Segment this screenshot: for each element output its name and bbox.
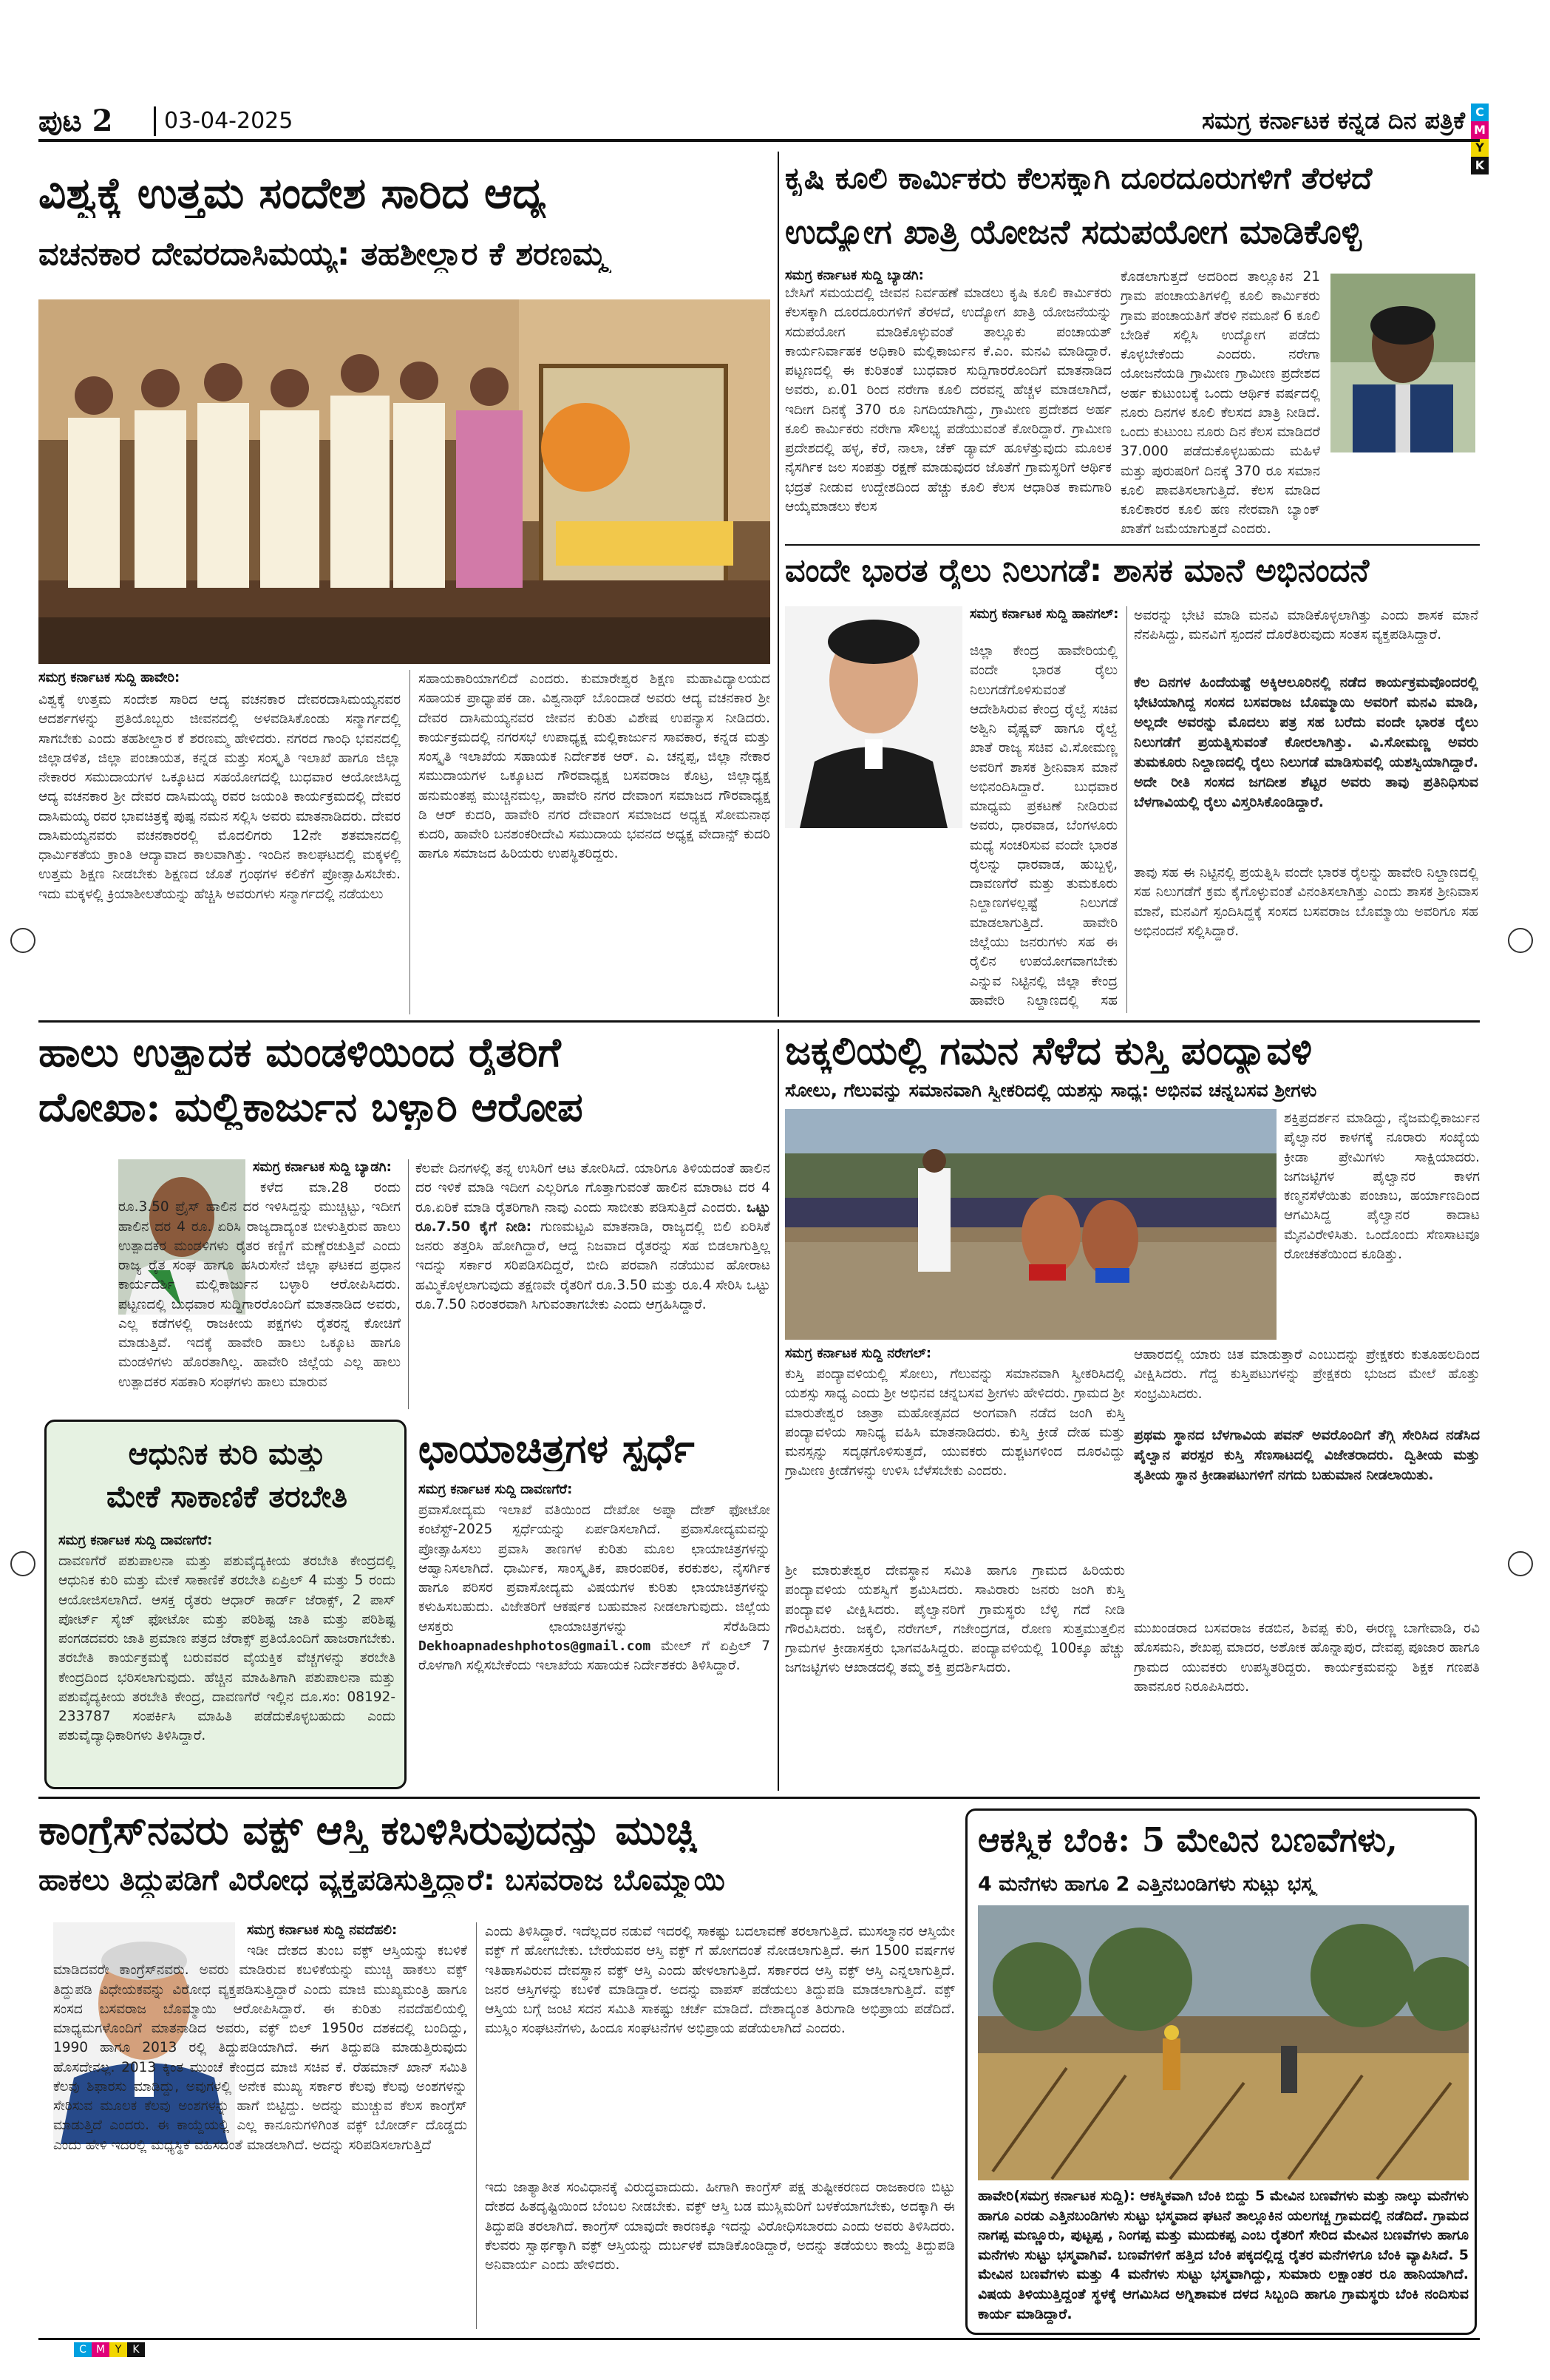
story4-body-a: ಕಳೆದ ಮಾ.28 ರಂದು ರೂ.3.50 ಪ್ರೈಸ್ ಹಾಲಿನ ದರ ಇಳಿಸಿದ್ದನ್ನು ಮುಚ್ಚಿಟ್ಟು, ಇದೀಗ ಹಾಲಿನ ದರ 4 ರೂ. ಏರಿಸಿ ರಾಜ್ಯದಾದ್ಯಂತ ಬೀಳುತ್ತಿರುವ ಹಾಲು ಉತ್ಪಾದಕರ ಮಂಡಳಿಗಳು ರೈತರ ಕಣ್ಣಿಗೆ ಮಣ್ಣೆರಚುತ್ತಿವೆ ಎಂದು ರಾಜ್ಯ ರೈತ ಸಂಘ ಹಾಗೂ ಹಸಿರುಸೇನೆ ಜಿಲ್ಲಾ ಘಟಕದ ಪ್ರಧಾನ ಕಾರ್ಯದರ್ಶಿ ಮಲ್ಲಿಕಾರ್ಜುನ ಬಳ್ಳಾರಿ ಆರೋಪಿಸಿದರು. ಪಟ್ಟಣದಲ್ಲಿ ಬುಧವಾರ ಸುದ್ದಿಗಾರರೊಂದಿಗೆ ಮಾತನಾಡಿದ ಅವರು, ಎಲ್ಲ ಕಡೆಗಳಲ್ಲಿ ರಾಜಕೀಯ ಪಕ್ಷಗಳು ರೈತರನ್ನ ಕೋಚಿಗೆ ಮಾಡುತ್ತಿವೆ. ಇದಕ್ಕೆ ಹಾವೇರಿ ಹಾಲು ಒಕ್ಕೂಟ ಹಾಗೂ ಮಂಡಳಿಗಳು ಹೊರತಾಗಿಲ್ಲ. ಹಾವೇರಿ ಜಿಲ್ಲೆಯ ಎಲ್ಲ ಹಾಲು ಉತ್ಪಾದಕರ ಸಹಕಾರಿ ಸಂಘಗಳು ಹಾಲು ಮಾರುವ — [118, 1180, 401, 1390]
story2-dateline: ಸಮಗ್ರ ಕರ್ನಾಟಕ ಸುದ್ದಿ ಬ್ಯಾಡಗಿ: — [785, 268, 924, 283]
story9-box — [965, 1808, 1477, 2335]
story2-photo — [1330, 274, 1475, 452]
story5-body-b: ಆಹಾರದಲ್ಲಿ ಯಾರು ಚಿತ ಮಾಡುತ್ತಾರೆ ಎಂಬುದನ್ನು ಪ್ರೇಕ್ಷಕರು ಕುತೂಹಲದಿಂದ ವೀಕ್ಷಿಸಿದರು. ಗೆದ್ದ ಕುಸ್ತಿಪಟುಗಳನ್ನು ಪ್ರೇಕ್ಷಕರು ಭುಜದ ಮೇಲೆ ಹೊತ್ತು ಸಂಭ್ರಮಿಸಿದರು. — [1134, 1347, 1480, 1402]
story5-photo-art — [785, 1109, 1277, 1340]
story4-column-rule — [408, 1159, 409, 1409]
story4-headline-2: ದೋಖಾ: ಮಲ್ಲಿಕಾರ್ಜುನ ಬಳ್ಳಾರಿ ಆರೋಪ — [38, 1084, 583, 1130]
story4-body-b — [415, 1159, 770, 1409]
story8-body-c: ಇದು ಜಾತ್ಯಾತೀತ ಸಂವಿಧಾನಕ್ಕೆ ವಿರುದ್ಧವಾದುದು. ಹೀಗಾಗಿ ಕಾಂಗ್ರೆಸ್ ಪಕ್ಷ ತುಷ್ಟೀಕರಣದ ರಾಜಕಾರಣ ಬಿಟ್ಟು ದೇಶದ ಹಿತದೃಷ್ಟಿಯಿಂದ ಬೆಂಬಲ ನೀಡಬೇಕು. ವಕ್ಫ್ ಆಸ್ತಿ ಬಡ ಮುಸ್ಲಿಮರಿಗೆ ಬಳಕೆಯಾಗಬೇಕು, ಅದಕ್ಕಾಗಿ ಈ ತಿದ್ದುಪಡಿ ತರಲಾಗಿದೆ. ಕಾಂಗ್ರೆಸ್ ಯಾವುದೇ ಕಾರಣಕ್ಕೂ ಇದನ್ನು ವಿರೋಧಿಸಬಾರದು ಎಂದು ಅವರು ತಿಳಿಸಿದರು. ಕೆಲವರು ಸ್ವಾರ್ಥಕ್ಕಾಗಿ ವಕ್ಫ್ ಆಸ್ತಿಯನ್ನು ದುರ್ಬಳಕೆ ಮಾಡಿಕೊಂಡಿದ್ದಾರೆ, ಅದನ್ನು ತಡೆಯಲು ಕಾಯ್ದೆ ತಿದ್ದುಪಡಿ ಅನಿವಾರ್ಯ ಎಂದು ಹೇಳಿದರು. — [485, 2180, 955, 2274]
story3-dateline: ಸಮಗ್ರ ಕರ್ನಾಟಕ ಸುದ್ದಿ ಹಾನಗಲ್: — [970, 606, 1119, 622]
masthead — [38, 104, 1480, 142]
story3-body-a: ಜಿಲ್ಲಾ ಕೇಂದ್ರ ಹಾವೇರಿಯಲ್ಲಿ ವಂದೇ ಭಾರತ ರೈಲು ನಿಲುಗಡೆಗೊಳಿಸುವಂತೆ ಆದೇಶಿಸಿರುವ ಕೇಂದ್ರ ರೈಲ್ವೆ ಸಚಿವ ಅಶ್ವಿನಿ ವೈಷ್ಣವ್ ಹಾಗೂ ರೈಲ್ವೆ ಖಾತೆ ರಾಜ್ಯ ಸಚಿವ ವಿ.ಸೋಮಣ್ಣ ಅವರಿಗೆ ಶಾಸಕ ಶ್ರೀನಿವಾಸ ಮಾನೆ ಅಭಿನಂದಿಸಿದ್ದಾರೆ. ಬುಧವಾರ ಮಾಧ್ಯಮ ಪ್ರಕಟಣೆ ನೀಡಿರುವ ಅವರು, ಧಾರವಾಡ, ಬೆಂಗಳೂರು ಮಧ್ಯೆ ಸಂಚರಿಸುವ ವಂದೇ ಭಾರತ ರೈಲನ್ನು ಧಾರವಾಡ, ಹುಬ್ಬಳ್ಳಿ, ದಾವಣಗೆರೆ ಮತ್ತು ತುಮಕೂರು ನಿಲ್ದಾಣಗಳಲ್ಲಷ್ಟೆ ನಿಲುಗಡೆ ಮಾಡಲಾಗುತ್ತಿದೆ. ಹಾವೇರಿ ಜಿಲ್ಲೆಯು ಜನರುಗಳು ಸಹ ಈ ರೈಲಿನ ಉಪಯೋಗವಾಗಬೇಕು ಎನ್ನುವ ನಿಟ್ಟಿನಲ್ಲಿ ಜಿಲ್ಲಾ ಕೇಂದ್ರ ಹಾವೇರಿ ನಿಲ್ದಾಣದಲ್ಲಿ ಸಹ — [970, 643, 1118, 1008]
registration-mark-left-top — [10, 928, 35, 953]
story6-dateline: ಸಮಗ್ರ ಕರ್ನಾಟಕ ಸುದ್ದಿ ದಾವಣಗೆರೆ: — [58, 1533, 213, 1548]
story9-headline-2: 4 ಮನೆಗಳು ಹಾಗೂ 2 ಎತ್ತಿನಬಂಡಿಗಳು ಸುಟ್ಟು ಭಸ್ಮ — [978, 1873, 1315, 1896]
story1-photo — [38, 299, 770, 664]
cmyk-m: M — [1471, 121, 1489, 139]
cmyk-y-bottom: Y — [109, 2342, 127, 2357]
row1-bottom-rule — [38, 1020, 1480, 1023]
paper-name: ಸಮಗ್ರ ಕರ್ನಾಟಕ ಕನ್ನಡ ದಿನ ಪತ್ರಿಕೆ — [1202, 106, 1465, 135]
cmyk-strip-bottom — [74, 2342, 145, 2357]
story3-body-b: ಅವರನ್ನು ಭೇಟಿ ಮಾಡಿ ಮನವಿ ಮಾಡಿಕೊಳ್ಳಲಾಗಿತ್ತು ಎಂದು ಶಾಸಕ ಮಾನೆ ನೆನಪಿಸಿದ್ದು, ಮನವಿಗೆ ಸ್ಪಂದನೆ ದೊರೆತಿರುವುದು ಸಂತಸ ವ್ಯಕ್ತಪಡಿಸಿದ್ದಾರೆ. — [1134, 608, 1478, 643]
story7-headline: ಛಾಯಾಚಿತ್ರಗಳ ಸ್ಪರ್ಧೆ — [418, 1425, 695, 1472]
story7-dateline: ಸಮಗ್ರ ಕರ್ನಾಟಕ ಸುದ್ದಿ ದಾವಣಗೆರೆ: — [418, 1482, 573, 1497]
row2-bottom-rule — [38, 1797, 1480, 1799]
story9-photo-art — [978, 1905, 1469, 2180]
story5-body-d: ಮುಖಂಡರಾದ ಬಸವರಾಜ ಕಡಬಿನ, ಶಿವಪ್ಪ ಕುರಿ, ಈರಣ್ಣ ಬಾಗೇವಾಡಿ, ರವಿ ಹೊಸಮನಿ, ಶೇಖಪ್ಪ ಮಾದರ, ಅಶೋಕ ಹೊನ್ನಾಪುರ, ದೇವಪ್ಪ ಪೂಜಾರ ಹಾಗೂ ಗ್ರಾಮದ ಯುವಕರು ಉಪಸ್ಥಿತರಿದ್ದರು. ಕಾರ್ಯಕ್ರಮವನ್ನು ಶಿಕ್ಷಕ ಗಣಪತಿ ಹಾವನೂರ ನಿರೂಪಿಸಿದರು. — [1134, 1621, 1480, 1695]
story5-dateline: ಸಮಗ್ರ ಕರ್ನಾಟಕ ಸುದ್ದಿ ನರೇಗಲ್: — [785, 1346, 932, 1361]
story8-dateline: ಸಮಗ್ರ ಕರ್ನಾಟಕ ಸುದ್ದಿ ನವದೆಹಲಿ: — [247, 1922, 398, 1938]
story7-body — [418, 1501, 770, 1791]
story2-bottom-rule — [785, 544, 1480, 546]
story7-body-text: ಪ್ರವಾಸೋದ್ಯಮ ಇಲಾಖೆ ವತಿಯಿಂದ ದೇಖೋ ಅಪ್ನಾ ದೇಶ್ ಫೋಟೋ ಕಂಟೆಸ್ಟ್-2025 ಸ್ಪರ್ಧೆಯನ್ನು ಏರ್ಪಡಿಸಲಾಗಿದೆ. ಪ್ರವಾಸೋದ್ಯಮವನ್ನು ಪ್ರೋತ್ಸಾಹಿಸಲು ಪ್ರವಾಸಿ ತಾಣಗಳ ಕುರಿತು ಮೂಲ ಛಾಯಾಚಿತ್ರಗಳನ್ನು ಆಹ್ವಾನಿಸಲಾಗಿದೆ. ಧಾರ್ಮಿಕ, ಸಾಂಸ್ಕೃತಿಕ, ಪಾರಂಪರಿಕ, ಕರಕುಶಲ, ನೈಸರ್ಗಿಕ ಹಾಗೂ ಪರಿಸರ ಪ್ರವಾಸೋದ್ಯಮ ವಿಷಯಗಳ ಕುರಿತು ಛಾಯಾಚಿತ್ರಗಳನ್ನು ಕಳುಹಿಸಬಹುದು. ವಿಜೇತರಿಗೆ ಆಕರ್ಷಕ ಬಹುಮಾನ ನೀಡಲಾಗುವುದು. ಜಿಲ್ಲೆಯ ಆಸಕ್ತರು ಛಾಯಾಚಿತ್ರಗಳನ್ನು ಸೆರೆಹಿಡಿದು — [418, 1502, 770, 1635]
story1-body-right: ಸಹಾಯಕಾರಿಯಾಗಲಿದೆ ಎಂದರು. ಕುಮಾರೇಶ್ವರ ಶಿಕ್ಷಣ ಮಹಾವಿದ್ಯಾಲಯದ ಸಹಾಯಕ ಪ್ರಾಧ್ಯಾಪಕ ಡಾ. ವಿಶ್ವನಾಥ್ ಬೊಂದಾಡೆ ಅವರು ಆದ್ಯ ವಚನಕಾರ ಶ್ರೀ ದೇವರ ದಾಸಿಮಯ್ಯನವರ ಜೀವನ ಕುರಿತು ವಿಶೇಷ ಉಪನ್ಯಾಸ ನೀಡಿದರು. ಕಾರ್ಯಕ್ರಮದಲ್ಲಿ ನಗರಸಭೆ ಉಪಾಧ್ಯಕ್ಷ ಮಲ್ಲಿಕಾರ್ಜುನ ಸಾವಕಾರ, ಕನ್ನಡ ಮತ್ತು ಸಂಸ್ಕೃತಿ ಇಲಾಖೆಯ ಸಹಾಯಕ ನಿರ್ದೇಶಕ ಆರ್. ಎ. ಚನ್ನಪ್ಪ, ಜಿಲ್ಲಾ ನೇಕಾರ ಸಮುದಾಯಗಳ ಒಕ್ಕೂಟದ ಗೌರವಾಧ್ಯಕ್ಷ ಬಸವರಾಜ ಕೊಟ್ರ, ಜಿಲ್ಲಾಧ್ಯಕ್ಷ ಹನುಮಂತಪ್ಪ ಮುಚ್ಚಿನಮಲ್ಲ, ಹಾವೇರಿ ನಗರ ದೇವಾಂಗ ಸಮಾಜದ ಗೌರವಾಧ್ಯಕ್ಷ ಡಿ ಆರ್ ಕುದರಿ, ಹಾವೇರಿ ನಗರ ದೇವಾಂಗ ಸಮಾಜದ ಅಧ್ಯಕ್ಷ ಸೋಮನಾಥ ಕುದರಿ, ಹಾವೇರಿ ಬನಶಂಕರೀದೇವಿ ಸಮುದಾಯ ಭವನದ ಅಧ್ಯಕ್ಷ ವೇದಾನ್ಸ್ ಕುದರಿ ಹಾಗೂ ಸಮಾಜದ ಹಿರಿಯರು ಉಪಸ್ಥಿತರಿದ್ದರು. — [418, 671, 770, 862]
cmyk-y: Y — [1471, 139, 1489, 157]
story8-body-a: ಇಡೀ ದೇಶದ ತುಂಬ ವಕ್ಫ್ ಆಸ್ತಿಯನ್ನು ಕಬಳಿಕೆ ಮಾಡಿದವರೇ ಕಾಂಗ್ರೆಸ್‌ನವರು. ಅವರು ಮಾಡಿರುವ ಕಬಳಿಕೆಯನ್ನು ಮುಚ್ಚಿ ಹಾಕಲು ವಕ್ಫ್ ತಿದ್ದುಪಡಿ ವಿಧೇಯಕವನ್ನು ವಿರೋಧ ವ್ಯಕ್ತಪಡಿಸುತ್ತಿದ್ದಾರೆ ಎಂದು ಮಾಜಿ ಮುಖ್ಯಮಂತ್ರಿ ಹಾಗೂ ಸಂಸದ ಬಸವರಾಜ ಬೊಮ್ಮಾಯಿ ಆರೋಪಿಸಿದ್ದಾರೆ. ಈ ಕುರಿತು ನವದೆಹಲಿಯಲ್ಲಿ ಮಾಧ್ಯಮಗಳೊಂದಿಗೆ ಮಾತನಾಡಿದ ಅವರು, ವಕ್ಫ್ ಬಿಲ್ 1950ರ ದಶಕದಲ್ಲಿ ಬಂದಿದ್ದು, 1990 ಹಾಗೂ 2013 ರಲ್ಲಿ ತಿದ್ದುಪಡಿಯಾಗಿದೆ. ಈಗ ತಿದ್ದುಪಡಿ ಮಾಡುತ್ತಿರುವುದು ಹೊಸದೇನಲ್ಲ. 2013 ಕ್ಕಿಂತ ಮುಂಚೆ ಕೇಂದ್ರದ ಮಾಜಿ ಸಚಿವ ಕೆ. ರೆಹಮಾನ್ ಖಾನ್ ಸಮಿತಿ ಕೆಲವು ಶಿಫಾರಸು ಮಾಡಿದ್ದು, ಅವುಗಳಲ್ಲಿ ಅನೇಕ ಮುಖ್ಯ ಸರ್ಕಾರ ಕೆಲವು ಕೆಲವು ಅಂಶಗಳನ್ನು ಸೇರಿಸುವ ಮೂಲಕ ಕೆಲವು ಅಂಶಗಳನ್ನು ಹಾಗೆ ಬಿಟ್ಟಿದ್ದು. ಅದನ್ನು ಮುಚ್ಚುವ ಕೆಲಸ ಕಾಂಗ್ರೆಸ್ ಮಾಡುತ್ತಿದೆ ಎಂದರು. ಈ ಕಾಯ್ದೆಯಲ್ಲಿ ಎಲ್ಲ ಕಾನೂನುಗಳಿಗಿಂತ ವಕ್ಫ್ ಬೋರ್ಡ್ ದೊಡ್ಡದು ಎಂದು ಹೇಳಿ ಇದರಲ್ಲಿ ಮಧ್ಯಸ್ಥಿಕೆ ವಹಿಸದಂತೆ ಮಾಡಲಾಗಿದೆ. ಅದನ್ನು ಸರಿಪಡಿಸಲಾಗುತ್ತಿದೆ — [53, 1943, 467, 2153]
cmyk-m-bottom: M — [92, 2342, 109, 2357]
cmyk-k-bottom: K — [127, 2342, 145, 2357]
story8-column-rule — [476, 1922, 477, 2329]
registration-mark-right-top — [1508, 928, 1533, 953]
story7-email: Dekhoapnadeshphotos@gmail.com — [418, 1638, 651, 1654]
story1-body-left: ವಿಶ್ವಕ್ಕೆ ಉತ್ತಮ ಸಂದೇಶ ಸಾರಿದ ಆದ್ಯ ವಚನಕಾರ ದೇವರದಾಸಿಮಯ್ಯನವರ ಆದರ್ಶಗಳನ್ನು ಪ್ರತಿಯೊಬ್ಬರು ಜೀವನದಲ್ಲಿ ಅಳವಡಿಸಿಕೊಂಡು ಸನ್ಮಾರ್ಗದಲ್ಲಿ ಸಾಗಬೇಕು ಎಂದು ತಹಶೀಲ್ದಾರ ಕೆ ಶರಣಮ್ಮ ಹೇಳಿದರು. ನಗರದ ಗಾಂಧಿ ಭವನದಲ್ಲಿ ಜಿಲ್ಲಾಡಳಿತ, ಜಿಲ್ಲಾ ಪಂಚಾಯತ, ಕನ್ನಡ ಮತ್ತು ಸಂಸ್ಕೃತಿ ಇಲಾಖೆ ಹಾಗೂ ಜಿಲ್ಲಾ ನೇಕಾರರ ಸಮುದಾಯಗಳ ಒಕ್ಕೂಟದ ಸಹಯೋಗದಲ್ಲಿ ಬುಧವಾರ ಆಯೋಜಿಸಿದ್ದ ಆದ್ಯ ವಚನಕಾರ ಶ್ರೀ ದೇವರ ದಾಸಿಮಯ್ಯ ರವರ ಜಯಂತಿ ಕಾರ್ಯಕ್ರಮದಲ್ಲಿ ದೇವರ ದಾಸಿಮಯ್ಯ ರವರ ಭಾವಚಿತ್ರಕ್ಕೆ ಪುಷ್ಪ ನಮನ ಸಲ್ಲಿಸಿ ಅವರು ಮಾತನಾಡಿದರು. ದೇವರ ದಾಸಿಮಯ್ಯನವರು ವಚನಕಾರರಲ್ಲಿ ಮೊದಲಿಗರು 12ನೇ ಶತಮಾನದಲ್ಲಿ ಧಾರ್ಮಿಕತೆಯ ಕ್ರಾಂತಿ ಆದ್ಯಾವಾದ ಕಾಲವಾಗಿತ್ತು. ಇಂದಿನ ಕಾಲಘಟದಲ್ಲಿ ಮಕ್ಕಳಲ್ಲಿ ಉತ್ತಮ ಶಿಕ್ಷಣ ನೀಡಬೇಕು ಶಿಕ್ಷಣದ ಜೊತೆ ಗ್ರಂಥಗಳ ಕಲಿಕೆಗೆ ಪ್ರೋತ್ಸಾಹಿಸಬೇಕು. ಇದು ಮಕ್ಕಳಲ್ಲಿ ಕ್ರಿಯಾಶೀಲತೆಯನ್ನು ಹೆಚ್ಚಿಸಿ ಅವರುಗಳು ಸನ್ಮಾರ್ಗದಲ್ಲಿ ನಡೆಯಲು — [38, 692, 401, 902]
story2-photo-art — [1330, 274, 1475, 452]
story3-body-c: ತಾವು ಸಹ ಈ ನಿಟ್ಟಿನಲ್ಲಿ ಪ್ರಯತ್ನಿಸಿ ವಂದೇ ಭಾರತ ರೈಲನ್ನು ಹಾವೇರಿ ನಿಲ್ದಾಣದಲ್ಲಿ ಸಹ ನಿಲುಗಡೆಗೆ ಕ್ರಮ ಕೈಗೊಳ್ಳುವಂತೆ ವಿನಂತಿಸಲಾಗಿತ್ತು ಎಂದು ಶಾಸಕ ಶ್ರೀನಿವಾಸ ಮಾನೆ, ಮನವಿಗೆ ಸ್ಪಂದಿಸಿದ್ದಕ್ಕೆ ಸಂಸದ ಬಸವರಾಜ ಬೊಮ್ಮಾಯಿ ಅವರಿಗೂ ಸಹ ಅಭಿನಂದನೆ ಸಲ್ಲಿಸಿದ್ದಾರೆ. — [1134, 865, 1478, 939]
row2-column-rule — [778, 1029, 779, 1791]
story9-caption: ಹಾವೇರಿ(ಸಮಗ್ರ ಕರ್ನಾಟಕ ಸುದ್ದಿ): ಆಕಸ್ಮಿಕವಾಗಿ ಬೆಂಕಿ ಬಿದ್ದು 5 ಮೇವಿನ ಬಣವೆಗಳು ಮತ್ತು ನಾಲ್ಕು ಮನೆಗಳು ಹಾಗೂ ಎರಡು ಎತ್ತಿನಬಂಡಿಗಳು ಸುಟ್ಟು ಭಸ್ಮವಾದ ಘಟನೆ ತಾಲ್ಲೂಕಿನ ಯಲಗಚ್ಚ ಗ್ರಾಮದಲ್ಲಿ ನಡೆದಿದೆ. ಗ್ರಾಮದ ನಾಗಪ್ಪ ಮಣ್ಣೂರು, ಪುಟ್ಟಪ್ಪ , ನಿಂಗಪ್ಪ ಮತ್ತು ಮುದುಕಪ್ಪ ಎಂಬ ರೈತರಿಗೆ ಸೇರಿದ ಮೇವಿನ ಬಣವೆಗಳು ಹಾಗೂ ಮನೆಗಳು ಸುಟ್ಟು ಭಸ್ಮವಾಗಿವೆ. ಬಣವೆಗಳಿಗೆ ಹತ್ತಿದ ಬೆಂಕಿ ಪಕ್ಕದಲ್ಲಿದ್ದ ರೈತರ ಮನೆಗಳಿಗೂ ಬೆಂಕಿ ವ್ಯಾಪಿಸಿದೆ. 5 ಮೇವಿನ ಬಣವೆಗಳು ಮತ್ತು 4 ಮನೆಗಳು ಸುಟ್ಟು ಭಸ್ಮವಾಗಿದ್ದು, ಸುಮಾರು ಲಕ್ಷಾಂತರ ರೂ ಹಾನಿಯಾಗಿದೆ. ವಿಷಯ ತಿಳಿಯುತ್ತಿದ್ದಂತೆ ಸ್ಥಳಕ್ಕೆ ಆಗಮಿಸಿದ ಅಗ್ನಿಶಾಮಕ ದಳದ ಸಿಬ್ಬಂದಿ ಹಾಗೂ ಗ್ರಾಮಸ್ಥರು ಬೆಂಕಿ ನಂದಿಸುವ ಕಾರ್ಯ ಮಾಡಿದ್ದಾರೆ. — [978, 2188, 1469, 2322]
story6-body: ದಾವಣಗೆರೆ ಪಶುಪಾಲನಾ ಮತ್ತು ಪಶುವೈದ್ಯಕೀಯ ತರಬೇತಿ ಕೇಂದ್ರದಲ್ಲಿ ಆಧುನಿಕ ಕುರಿ ಮತ್ತು ಮೇಕೆ ಸಾಕಾಣಿಕೆ ತರಬೇತಿ ಏಪ್ರಿಲ್ 4 ಮತ್ತು 5 ರಂದು ಆಯೋಜಿಸಲಾಗಿದೆ. ಆಸಕ್ತ ರೈತರು ಆಧಾರ್ ಕಾರ್ಡ್ ಜೆರಾಕ್ಸ್, 2 ಪಾಸ್ ಪೋರ್ಟ್ ಸೈಜ್ ಫೋಟೋ ಮತ್ತು ಪರಿಶಿಷ್ಟ ಜಾತಿ ಮತ್ತು ಪರಿಶಿಷ್ಟ ಪಂಗಡದವರು ಜಾತಿ ಪ್ರಮಾಣ ಪತ್ರದ ಜೆರಾಕ್ಸ್ ಪ್ರತಿಯೊಂದಿಗೆ ಹಾಜರಾಗಬೇಕು. ತರಬೇತಿ ಕಾರ್ಯಕ್ರಮಕ್ಕೆ ಬರುವವರ ವೈಯಕ್ತಿಕ ವೆಚ್ಚಗಳನ್ನು ತರಬೇತಿ ಕೇಂದ್ರದಿಂದ ಭರಿಸಲಾಗುವುದು. ಹೆಚ್ಚಿನ ಮಾಹಿತಿಗಾಗಿ ಪಶುಪಾಲನಾ ಮತ್ತು ಪಶುವೈದ್ಯಕೀಯ ತರಬೇತಿ ಕೇಂದ್ರ, ದಾವಣಗೆರೆ ಇಲ್ಲಿನ ದೂ.ಸಂ: 08192-233787 ಸಂಪರ್ಕಿಸಿ ಮಾಹಿತಿ ಪಡೆದುಕೊಳ್ಳಬಹುದು ಎಂದು ಪಶುವೈದ್ಯಾಧಿಕಾರಿಗಳು ತಿಳಿಸಿದ್ದಾರೆ. — [58, 1553, 395, 1744]
cmyk-c: C — [1471, 104, 1489, 121]
story3-photo — [785, 606, 962, 828]
story5-body-c: ಶ್ರೀ ಮಾರುತೇಶ್ವರ ದೇವಸ್ಥಾನ ಸಮಿತಿ ಹಾಗೂ ಗ್ರಾಮದ ಹಿರಿಯರು ಪಂದ್ಯಾವಳಿಯ ಯಶಸ್ವಿಗೆ ಶ್ರಮಿಸಿದರು. ಸಾವಿರಾರು ಜನರು ಜಂಗಿ ಕುಸ್ತಿ ಪಂದ್ಯಾವಳಿ ವೀಕ್ಷಿಸಿದರು. ಪೈಲ್ವಾನರಿಗೆ ಗ್ರಾಮಸ್ಥರು ಬೆಳ್ಳಿ ಗದೆ ನೀಡಿ ಗೌರವಿಸಿದರು. ಜಕ್ಕಲಿ, ನರೇಗಲ್, ಗಜೇಂದ್ರಗಡ, ರೋಣ ಸುತ್ತಮುತ್ತಲಿನ ಗ್ರಾಮಗಳ ಕ್ರೀಡಾಸಕ್ತರು ಭಾಗವಹಿಸಿದ್ದರು. ಪಂದ್ಯಾವಳಿಯಲ್ಲಿ 100ಕ್ಕೂ ಹೆಚ್ಚು ಜಗಜಟ್ಟಿಗಳು ಆಖಾಡದಲ್ಲಿ ತಮ್ಮ ಶಕ್ತಿ ಪ್ರದರ್ಶಿಸಿದರು. — [785, 1563, 1125, 1676]
story4-body-b-text: ಕೆಲವೇ ದಿನಗಳಲ್ಲಿ ತನ್ನ ಉಸಿರಿಗೆ ಆಟ ತೋರಿಸಿದೆ. ಯಾರಿಗೂ ತಿಳಿಯದಂತೆ ಹಾಲಿನ ದರ ಇಳಿಕೆ ಮಾಡಿ ಇದೀಗ ಎಲ್ಲರಿಗೂ ಗೊತ್ತಾಗುವಂತೆ ಹಾಲಿನ ಮಾರಾಟ ದರ 4 ರೂ.ಏರಿಕೆ ಮಾಡಿ ರೈತರಿಗಾಗಿ ನಾವು ಎಂದು ಸಾಬೀತು ಪಡಿಸುತ್ತಿದೆ ಎಂದರು. — [415, 1161, 770, 1216]
story4-dateline: ಸಮಗ್ರ ಕರ್ನಾಟಕ ಸುದ್ದಿ ಬ್ಯಾಡಗಿ: — [253, 1159, 392, 1175]
story2-body-right: ಕೊಡಲಾಗುತ್ತದೆ ಅದರಿಂದ ತಾಲ್ಲೂಕಿನ 21 ಗ್ರಾಮ ಪಂಚಾಯತಿಗಳಲ್ಲಿ ಕೂಲಿ ಕಾರ್ಮಿಕರು ಗ್ರಾಮ ಪಂಚಾಯತಿಗೆ ತೆರಳಿ ನಮೂನೆ 6 ಕೂಲಿ ಬೇಡಿಕೆ ಸಲ್ಲಿಸಿ ಉದ್ಯೋಗ ಪಡೆದು ಕೊಳ್ಳಬೇಕೆಂದು ಎಂದರು. ನರೇಗಾ ಯೋಜನೆಯಡಿ ಗ್ರಾಮೀಣ ಗ್ರಾಮೀಣ ಪ್ರದೇಶದ ಅರ್ಹ ಕುಟುಂಬಕ್ಕೆ ಒಂದು ಆರ್ಥಿಕ ವರ್ಷದಲ್ಲಿ ನೂರು ದಿನಗಳ ಕೂಲಿ ಕೆಲಸದ ಖಾತ್ರಿ ನೀಡಿದೆ. ಒಂದು ಕುಟುಂಬ ನೂರು ದಿನ ಕೆಲಸ ಮಾಡಿದರೆ 37.000 ಪಡೆದುಕೊಳ್ಳಬಹುದು ಮಹಿಳೆ ಮತ್ತು ಪುರುಷರಿಗೆ ದಿನಕ್ಕೆ 370 ರೂ ಸಮಾನ ಕೂಲಿ ಪಾವತಿಸಲಾಗುತ್ತಿದೆ. ಕೆಲಸ ಮಾಡಿದ ಕೂಲಿಕಾರರ ಕೂಲಿ ಹಣ ನೇರವಾಗಿ ಬ್ಯಾಂಕ್ ಖಾತೆಗೆ ಜಮೆಯಾಗುತ್ತದೆ ಎಂದರು. — [1121, 269, 1320, 538]
story3-bold-para: ಕೆಲ ದಿನಗಳ ಹಿಂದೆಯಷ್ಟೆ ಅಕ್ಕಿಆಲೂರಿನಲ್ಲಿ ನಡೆದ ಕಾರ್ಯಕ್ರಮವೊಂದರಲ್ಲಿ ಭೇಟಿಯಾಗಿದ್ದ ಸಂಸದ ಬಸವರಾಜ ಬೊಮ್ಮಾಯಿ ಅವರಿಗೆ ಮನವಿ ಮಾಡಿ, ಅಲ್ಲದೇ ಅವರನ್ನು ಮೊದಲು ಪತ್ರ ಸಹ ಬರೆದು ವಂದೇ ಭಾರತ ರೈಲು ನಿಲುಗಡೆಗೆ ಪ್ರಯತ್ನಿಸುವಂತೆ ಕೋರಲಾಗಿತ್ತು. ವಿ.ಸೋಮಣ್ಣ ಅವರು ತುಮಕೂರು ನಿಲ್ದಾಣದಲ್ಲಿ ರೈಲು ನಿಲುಗಡೆ ಮಾಡಿಸುವಲ್ಲಿ ಯಶಸ್ವಿಯಾಗಿದ್ದಾರೆ. ಅದೇ ರೀತಿ ಸಂಸದ ಜಗದೀಶ ಶೆಟ್ಟರ ಅವರು ತಾವು ಪ್ರತಿನಿಧಿಸುವ ಬೆಳಗಾವಿಯಲ್ಲಿ ರೈಲು ವಿಸ್ತರಿಸಿಕೊಂಡಿದ್ದಾರೆ. — [1134, 674, 1478, 810]
story8-body-b: ಎಂದು ತಿಳಿಸಿದ್ದಾರೆ. ಇದೆಲ್ಲದರ ನಡುವೆ ಇದರಲ್ಲಿ ಸಾಕಷ್ಟು ಬದಲಾವಣೆ ತರಲಾಗುತ್ತಿದೆ. ಮುಸಲ್ಮಾನರ ಆಸ್ತಿಯೇ ವಕ್ಫ್ ಗೆ ಹೋಗಬೇಕು. ಬೇರೆಯವರ ಆಸ್ತಿ ವಕ್ಫ್ ಗೆ ಹೋಗದಂತೆ ನೋಡಲಾಗುತ್ತಿದೆ. ಈಗ 1500 ವರ್ಷಗಳ ಇತಿಹಾಸವಿರುವ ದೇವಸ್ಥಾನ ವಕ್ಫ್ ಆಸ್ತಿ ಎಂದು ಹೇಳಲಾಗುತ್ತಿದೆ. ಸರ್ಕಾರದ ಆಸ್ತಿ ವಕ್ಫ್ ಆಸ್ತಿ ಎನ್ನಲಾಗುತ್ತಿದೆ. ಜನರ ಆಸ್ತಿಗಳನ್ನು ಕಬಳಿಕೆ ಮಾಡಿದ್ದಾರೆ. ಅದನ್ನು ವಾಪಸ್ ಪಡೆಯಲು ತಿದ್ದುಪಡಿ ಮಾಡಲಾಗುತ್ತಿದೆ. ವಕ್ಫ್ ಆಸ್ತಿಯ ಬಗ್ಗೆ ಜಂಟಿ ಸದನ ಸಮಿತಿ ಸಾಕಷ್ಟು ಚರ್ಚೆ ಮಾಡಿದೆ. ದೇಶಾದ್ಯಂತ ತಿರುಗಾಡಿ ಅಭಿಪ್ರಾಯ ಪಡೆದಿದೆ. ಮುಸ್ಲಿಂ ಸಂಘಟನೆಗಳು, ಹಿಂದೂ ಸಂಘಟನೆಗಳ ಅಭಿಪ್ರಾಯ ಪಡೆಯಲಾಗಿದೆ ಎಂದರು. — [485, 1924, 955, 2037]
story4-headline-1: ಹಾಲು ಉತ್ಪಾದಕ ಮಂಡಳಿಯಿಂದ ರೈತರಿಗೆ — [38, 1029, 561, 1076]
story9-headline-1: ಆಕಸ್ಮಿಕ ಬೆಂಕಿ: 5 ಮೇವಿನ ಬಣವೆಗಳು, — [978, 1821, 1398, 1859]
story9-photo — [978, 1905, 1469, 2180]
story5-subhead: ಸೋಲು, ಗೆಲುವನ್ನು ಸಮಾನವಾಗಿ ಸ್ವೀಕರಿದಲ್ಲಿ ಯಶಸ್ಸು ಸಾಧ್ಯ: ಅಭಿನವ ಚನ್ನಬಸವ ಶ್ರೀಗಳು — [785, 1079, 1317, 1101]
story2-headline-2: ಉದ್ಯೋಗ ಖಾತ್ರಿ ಯೋಜನೆ ಸದುಪಯೋಗ ಮಾಡಿಕೊಳ್ಳಿ — [785, 213, 1362, 251]
story1-dateline: ಸಮಗ್ರ ಕರ್ನಾಟಕ ಸುದ್ದಿ ಹಾವೇರಿ: — [38, 670, 180, 685]
story2-headline-1: ಕೃಷಿ ಕೂಲಿ ಕಾರ್ಮಿಕರು ಕೆಲಸಕ್ಕಾಗಿ ದೂರದೂರುಗಳಿಗೆ ತೆರಳದೆ — [785, 161, 1373, 196]
story1-headline-1: ವಿಶ್ವಕ್ಕೆ ಉತ್ತಮ ಸಂದೇಶ ಸಾರಿದ ಆದ್ಯ — [38, 169, 546, 218]
story6-headline-2: ಮೇಕೆ ಸಾಕಾಣಿಕೆ ತರಬೇತಿ — [106, 1479, 347, 1514]
story2-body-left: ಬೇಸಿಗೆ ಸಮಯದಲ್ಲಿ ಜೀವನ ನಿರ್ವಹಣೆ ಮಾಡಲು ಕೃಷಿ ಕೂಲಿ ಕಾರ್ಮಿಕರು ಕೆಲಸಕ್ಕಾಗಿ ದೂರದೂರುಗಳಿಗೆ ತೆರಳದೆ, ಉದ್ಯೋಗ ಖಾತ್ರಿ ಯೋಜನೆಯನ್ನು ಸದುಪಯೋಗ ಮಾಡಿಕೊಳ್ಳುವಂತೆ ತಾಲ್ಲೂಕು ಪಂಚಾಯತ್ ಕಾರ್ಯನಿರ್ವಾಹಕ ಅಧಿಕಾರಿ ಮಲ್ಲಿಕಾರ್ಜುನ ಕೆ.ಎಂ. ಮನವಿ ಮಾಡಿದ್ದಾರೆ. ಪಟ್ಟಣದಲ್ಲಿ ಈ ಕುರಿತಂತೆ ಬುಧವಾರ ಸುದ್ದಿಗಾರರೊಂದಿಗೆ ಮಾತನಾಡಿದ ಅವರು, ಏ.01 ರಿಂದ ನರೇಗಾ ಕೂಲಿ ದರವನ್ನ ಹೆಚ್ಚಳ ಮಾಡಲಾಗಿದೆ, ಇದೀಗ ದಿನಕ್ಕೆ 370 ರೂ ನಿಗದಿಯಾಗಿದ್ದು, ಗ್ರಾಮೀಣ ಪ್ರದೇಶದ ಅರ್ಹ ಕೂಲಿ ಕಾರ್ಮಿಕರು ನರೇಗಾ ಸೌಲಭ್ಯ ಪಡೆಯುವಂತೆ ಕೋರಿದ್ದಾರೆ. ಗ್ರಾಮೀಣ ಪ್ರದೇಶದಲ್ಲಿ ಹಳ್ಳ, ಕೆರೆ, ನಾಲಾ, ಚೆಕ್ ಡ್ಯಾಮ್ ಹೂಳೆತ್ತುವುದು ಮೂಲಕ ನೈಸರ್ಗಿಕ ಜಲ ಸಂಪತ್ತು ರಕ್ಷಣೆ ಮಾಡುವುದರ ಜೊತೆಗೆ ಗ್ರಾಮಸ್ಥರಿಗೆ ಆರ್ಥಿಕ ಭದ್ರತೆ ನೀಡುವ ಉದ್ದೇಶದಿಂದ ಹೆಚ್ಚು ಕೂಲಿ ಕೆಲಸ ಆಧಾರಿತ ಕಾಮಗಾರಿ ಆಯ್ಕೆಮಾಡಲು ಕೆಲಸ — [785, 285, 1112, 515]
story5-bold-para: ಪ್ರಥಮ ಸ್ಥಾನದ ಬೆಳಗಾವಿಯ ಪವನ್ ಅವರೊಂದಿಗೆ ತೆಗ್ಗಿ ಸೇರಿಸಿದ ನಡೆಸಿದ ಪೈಲ್ವಾನ ಪರಸ್ಪರ ಕುಸ್ತಿ ಸೆಣಸಾಟದಲ್ಲಿ ವಿಜೇತರಾದರು. ದ್ವಿತೀಯ ಮತ್ತು ತೃತೀಯ ಸ್ಥಾನ ಕ್ರೀಡಾಪಟುಗಳಿಗೆ ನಗದು ಬಹುಮಾನ ನೀಡಲಾಯಿತು. — [1134, 1427, 1480, 1483]
cmyk-c-bottom: C — [74, 2342, 92, 2357]
masthead-divider — [154, 106, 156, 136]
story3-photo-art — [785, 606, 962, 828]
page-bottom-rule — [38, 2338, 1480, 2340]
story3-headline: ವಂದೇ ಭಾರತ ರೈಲು ನಿಲುಗಡೆ: ಶಾಸಕ ಮಾನೆ ಅಭಿನಂದನೆ — [785, 553, 1370, 589]
main-column-rule — [778, 152, 779, 1017]
story5-body-a: ಕುಸ್ತಿ ಪಂದ್ಯಾವಳಿಯಲ್ಲಿ ಸೋಲು, ಗೆಲುವನ್ನು ಸಮಾನವಾಗಿ ಸ್ವೀಕರಿಸಿದಲ್ಲಿ ಯಶಸ್ಸು ಸಾಧ್ಯ ಎಂದು ಶ್ರೀ ಅಭಿನವ ಚನ್ನಬಸವ ಶ್ರೀಗಳು ಹೇಳಿದರು. ಗ್ರಾಮದ ಶ್ರೀ ಮಾರುತೇಶ್ವರ ಜಾತ್ರಾ ಮಹೋತ್ಸವದ ಅಂಗವಾಗಿ ನಡೆದ ಜಂಗಿ ಕುಸ್ತಿ ಪಂದ್ಯಾವಳಿಯ ಸಾನಿಧ್ಯ ವಹಿಸಿ ಮಾತನಾಡಿದರು. ಕುಸ್ತಿ ಕ್ರೀಡೆ ದೇಹ ಮತ್ತು ಮನಸ್ಸನ್ನು ಸದೃಢಗೊಳಿಸುತ್ತದೆ, ಯುವಕರು ದುಶ್ಚಟಗಳಿಂದ ದೂರವಿದ್ದು ಗ್ರಾಮೀಣ ಕ್ರೀಡೆಗಳನ್ನು ಉಳಿಸಿ ಬೆಳೆಸಬೇಕು ಎಂದರು. — [785, 1366, 1125, 1479]
story7-body-end: ಮೇಲ್ ಗೆ ಏಪ್ರಿಲ್ 7 ರೊಳಗಾಗಿ ಸಲ್ಲಿಸಬೇಕೆಂದು ಇಲಾಖೆಯ ಸಹಾಯಕ ನಿರ್ದೇಶಕರು ತಿಳಿಸಿದ್ದಾರೆ. — [418, 1638, 770, 1674]
story4-body-b-bold: ಒಟ್ಟು ರೂ.7.50 ಕೈಗೆ ನೀಡಿ: — [415, 1199, 770, 1235]
story5-headline: ಜಕ್ಕಲಿಯಲ್ಲಿ ಗಮನ ಸೆಳೆದ ಕುಸ್ತಿ ಪಂದ್ಯಾವಳಿ — [785, 1029, 1313, 1074]
page-number: ಪುಟ 2 — [38, 104, 113, 138]
page-date: 03-04-2025 — [164, 108, 293, 134]
story6-box — [44, 1420, 407, 1789]
story8-headline-2: ಹಾಕಲು ತಿದ್ದುಪಡಿಗೆ ವಿರೋಧ ವ್ಯಕ್ತಪಡಿಸುತ್ತಿದ್ದಾರೆ: ಬಸವರಾಜ ಬೊಮ್ಮಾಯಿ — [38, 1865, 725, 1897]
story4-body-b-text-2: ಗುಣಮಟ್ಟವಿ ಮಾತನಾಡಿ, ರಾಜ್ಯದಲ್ಲಿ ಬಿಲಿ ಏರಿಸಿಕೆ ಜನರು ತತ್ತರಿಸಿ ಹೋಗಿದ್ದಾರೆ, ಆದ್ದ ನಿಜವಾದ ರೈತರನ್ನು ಸಹ ಬಿಡಲಾಗುತ್ತಿಲ್ಲ ಇದನ್ನು ಸರ್ಕಾರ ಸರಿಪಡಿಸದಿದ್ದರೆ, ಬೀದಿ ಪರವಾಗಿ ನಡೆಯುವ ಹೋರಾಟ ಹಮ್ಮಿಕೊಳ್ಳಲಾಗುವುದು ತಕ್ಷಣವೇ ರೈತರಿಗೆ ರೂ.3.50 ಮತ್ತು ರೂ.4 ಸೇರಿಸಿ ಒಟ್ಟು ರೂ.7.50 ನಿರಂತರವಾಗಿ ಸಿಗುವಂತಾಗಬೇಕು ಎಂದು ಆಗ್ರಹಿಸಿದ್ದಾರೆ. — [415, 1218, 770, 1312]
story5-side-text: ಶಕ್ತಿಪ್ರದರ್ಶನ ಮಾಡಿದ್ದು, ನೈಜಮಲ್ಲಿಕಾರ್ಜುನ ಪೈಲ್ವಾನರ ಕಾಳಗಕ್ಕೆ ನೂರಾರು ಸಂಖ್ಯೆಯ ಕ್ರೀಡಾ ಪ್ರೇಮಿಗಳು ಸಾಕ್ಷಿಯಾದರು. ಜಗಜಟ್ಟಿಗಳ ಪೈಲ್ವಾನರ ಕಾಳಗ ಕಣ್ಮನಸೆಳೆಯಿತು ಪಂಜಾಬ, ಹರ್ಯಾಣದಿಂದ ಆಗಮಿಸಿದ್ದ ಪೈಲ್ವಾನರ ಕಾದಾಟ ಮೈನವಿರೇಳಿಸಿತು. ಒಂದೊಂದು ಸೆಣಸಾಟವೂ ರೋಚಕತೆಯಿಂದ ಕೂಡಿತ್ತು. — [1284, 1111, 1480, 1262]
story1-column-rule — [409, 670, 410, 1014]
registration-mark-right-mid — [1508, 1551, 1533, 1576]
story1-headline-2: ವಚನಕಾರ ದೇವರದಾಸಿಮಯ್ಯ: ತಹಶೀಲ್ದಾರ ಕೆ ಶರಣಮ್ಮ — [38, 237, 607, 273]
story3-column-rule — [1126, 606, 1127, 1013]
story5-photo — [785, 1109, 1277, 1340]
cmyk-k: K — [1471, 157, 1489, 174]
registration-mark-left-mid — [10, 1551, 35, 1576]
story1-photo-art — [38, 299, 770, 664]
story6-headline-1: ಆಧುನಿಕ ಕುರಿ ಮತ್ತು — [128, 1437, 326, 1471]
story8-headline-1: ಕಾಂಗ್ರೆಸ್‌ನವರು ವಕ್ಫ್ ಆಸ್ತಿ ಕಬಳಿಸಿರುವುದನ್ನು ಮುಚ್ಚಿ — [38, 1807, 697, 1854]
